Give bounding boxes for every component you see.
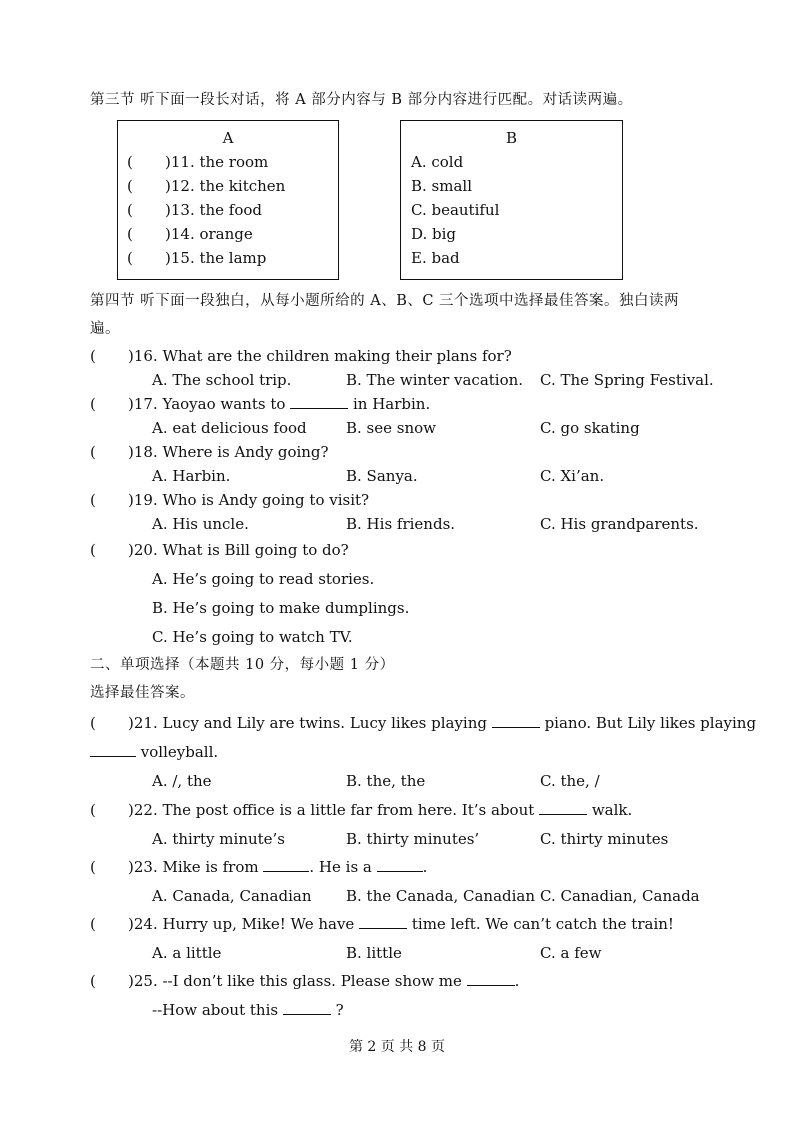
match-a-item: ( )14. orange xyxy=(127,225,253,243)
q18-option-b: B. Sanya. xyxy=(346,467,418,485)
question-22: ( )22. The post office is a little far from here. It’s about walk. xyxy=(90,801,633,819)
answer-blank[interactable] xyxy=(539,802,587,815)
answer-blank[interactable] xyxy=(467,973,515,986)
q20-option-a: A. He’s going to read stories. xyxy=(152,570,375,588)
answer-blank[interactable] xyxy=(263,859,309,872)
q16-option-b: B. The winter vacation. xyxy=(346,371,524,389)
q23-option-b: B. the Canada, Canadian xyxy=(346,887,536,905)
match-a-item: ( )13. the food xyxy=(127,201,263,219)
answer-blank[interactable] xyxy=(283,1002,331,1015)
question-19: ( )19. Who is Andy going to visit? xyxy=(90,491,370,509)
section4-heading-cont: 遍。 xyxy=(90,321,120,337)
part2-instruction: 选择最佳答案。 xyxy=(90,685,195,701)
q24-option-b: B. little xyxy=(346,944,402,962)
q19-option-b: B. His friends. xyxy=(346,515,456,533)
q22-option-c: C. thirty minutes xyxy=(540,830,669,848)
q19-option-a: A. His uncle. xyxy=(152,515,249,533)
question-18: ( )18. Where is Andy going? xyxy=(90,443,329,461)
part2-heading: 二、单项选择（本题共 10 分，每小题 1 分） xyxy=(90,657,395,673)
q16-option-c: C. The Spring Festival. xyxy=(540,371,714,389)
answer-blank[interactable] xyxy=(90,744,136,757)
question-17: ( )17. Yaoyao wants to in Harbin. xyxy=(90,395,431,413)
q24-option-a: A. a little xyxy=(152,944,222,962)
q18-option-c: C. Xi’an. xyxy=(540,467,605,485)
answer-blank[interactable] xyxy=(377,859,423,872)
q20-option-b: B. He’s going to make dumplings. xyxy=(152,599,410,617)
q24-option-c: C. a few xyxy=(540,944,602,962)
q22-option-b: B. thirty minutes’ xyxy=(346,830,480,848)
question-23: ( )23. Mike is from . He is a . xyxy=(90,858,428,876)
match-a-item: ( )11. the room xyxy=(127,153,269,171)
q21-option-c: C. the, / xyxy=(540,772,600,790)
box-a-title: A xyxy=(222,129,234,147)
box-b-title: B xyxy=(505,129,518,147)
page-footer: 第 2 页 共 8 页 xyxy=(348,1039,446,1055)
q22-option-a: A. thirty minute’s xyxy=(152,830,286,848)
match-a-item: ( )15. the lamp xyxy=(127,249,267,267)
question-25: ( )25. --I don’t like this glass. Please show me . xyxy=(90,972,520,990)
q17-option-c: C. go skating xyxy=(540,419,640,437)
match-b-item: E. bad xyxy=(411,249,460,267)
question-25-cont: --How about this ? xyxy=(152,1001,344,1019)
q17-option-b: B. see snow xyxy=(346,419,437,437)
answer-blank[interactable] xyxy=(492,715,540,728)
q19-option-c: C. His grandparents. xyxy=(540,515,699,533)
answer-blank[interactable] xyxy=(290,396,348,409)
question-16: ( )16. What are the children making their plans for? xyxy=(90,347,512,365)
match-b-item: B. small xyxy=(411,177,473,195)
q16-option-a: A. The school trip. xyxy=(152,371,292,389)
q18-option-a: A. Harbin. xyxy=(152,467,231,485)
section4-heading: 第四节 听下面一段独白，从每小题所给的 A、B、C 三个选项中选择最佳答案。独白读两 xyxy=(90,293,680,309)
match-b-item: D. big xyxy=(411,225,457,243)
q21-option-a: A. /, the xyxy=(152,772,212,790)
q17-option-a: A. eat delicious food xyxy=(152,419,307,437)
question-20: ( )20. What is Bill going to do? xyxy=(90,541,349,559)
q21-option-b: B. the, the xyxy=(346,772,426,790)
q23-option-c: C. Canadian, Canada xyxy=(540,887,700,905)
section3-heading: 第三节 听下面一段长对话，将 A 部分内容与 B 部分内容进行匹配。对话读两遍。 xyxy=(90,92,633,108)
question-24: ( )24. Hurry up, Mike! We have time left. We can’t catch the train! xyxy=(90,915,674,933)
q23-option-a: A. Canada, Canadian xyxy=(152,887,312,905)
question-21-cont: volleyball. xyxy=(90,742,218,762)
match-a-item: ( )12. the kitchen xyxy=(127,177,286,195)
answer-blank[interactable] xyxy=(359,916,407,929)
question-21: ( )21. Lucy and Lily are twins. Lucy likes playing piano. But Lily likes playing xyxy=(90,714,757,732)
match-b-item: A. cold xyxy=(411,153,464,171)
match-b-item: C. beautiful xyxy=(411,201,500,219)
q20-option-c: C. He’s going to watch TV. xyxy=(152,628,353,646)
